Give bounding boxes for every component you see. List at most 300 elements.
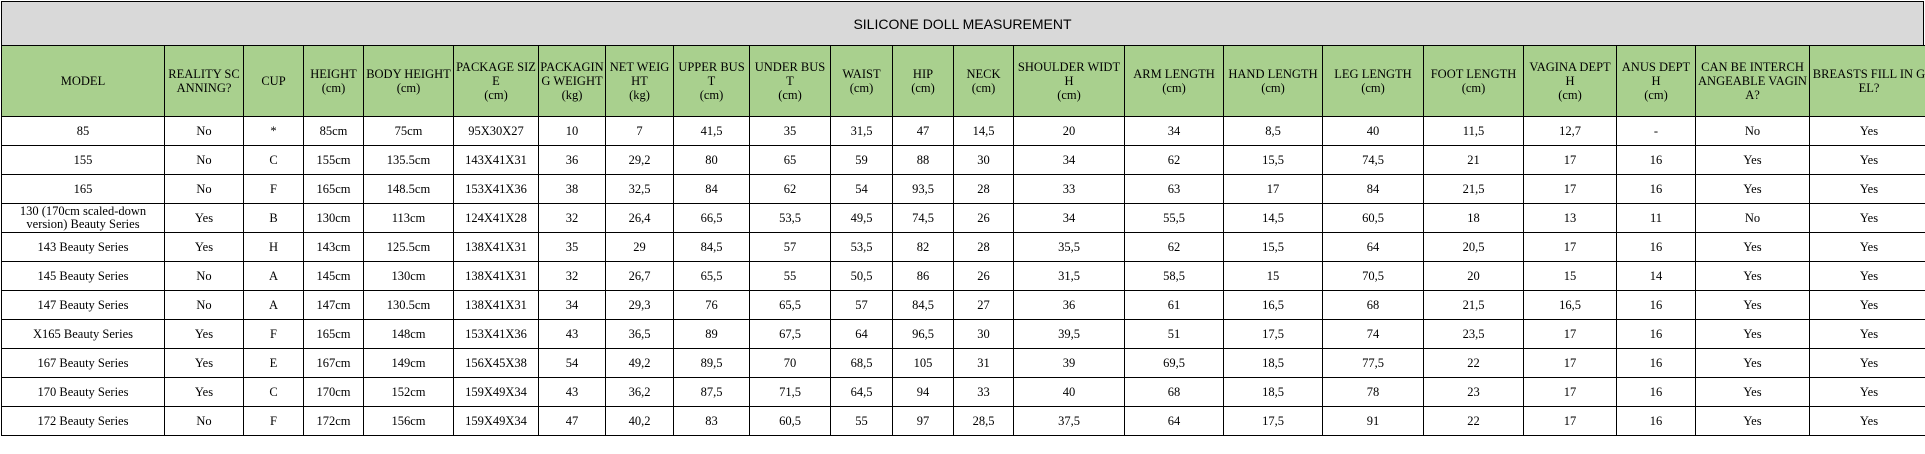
table-cell: 68 bbox=[1125, 378, 1224, 407]
table-row bbox=[2, 407, 1925, 436]
table-cell: 16 bbox=[1617, 320, 1696, 349]
column-header bbox=[539, 46, 606, 117]
table-cell: 17 bbox=[1224, 175, 1323, 204]
table-cell: 135.5cm bbox=[364, 146, 454, 175]
column-header-label: PACKAGE SIZE bbox=[456, 60, 536, 88]
table-cell: 148.5cm bbox=[364, 175, 454, 204]
table-cell: 88 bbox=[893, 146, 954, 175]
table-cell: 57 bbox=[831, 291, 893, 320]
table-cell: 155cm bbox=[304, 146, 364, 175]
column-header-unit: (cm) bbox=[849, 81, 874, 95]
table-cell: 55,5 bbox=[1125, 204, 1224, 233]
column-header-unit: (cm) bbox=[911, 81, 935, 95]
table-cell: Yes bbox=[1696, 349, 1810, 378]
table-cell: 15 bbox=[1524, 262, 1617, 291]
column-header-unit: (cm) bbox=[1361, 81, 1385, 95]
table-cell: 147 Beauty Series bbox=[2, 291, 165, 320]
table-cell: Yes bbox=[165, 233, 244, 262]
table-cell: 138X41X31 bbox=[454, 291, 539, 320]
column-header-unit: (cm) bbox=[396, 81, 421, 95]
table-cell: 130.5cm bbox=[364, 291, 454, 320]
table-cell: 70 bbox=[750, 349, 831, 378]
table-cell: 165 bbox=[2, 175, 165, 204]
table-cell: F bbox=[244, 320, 304, 349]
table-cell: 68 bbox=[1323, 291, 1424, 320]
table-cell: 16 bbox=[1617, 349, 1696, 378]
table-cell: 39 bbox=[1014, 349, 1125, 378]
table-cell: Yes bbox=[1810, 349, 1925, 378]
table-cell: 51 bbox=[1125, 320, 1224, 349]
table-cell: 84 bbox=[1323, 175, 1424, 204]
table-cell: 58,5 bbox=[1125, 262, 1224, 291]
table-cell: 172 Beauty Series bbox=[2, 407, 165, 436]
table-cell: 34 bbox=[1014, 204, 1125, 233]
column-header-unit: (cm) bbox=[484, 88, 508, 102]
table-cell: 71,5 bbox=[750, 378, 831, 407]
table-cell: 15,5 bbox=[1224, 233, 1323, 262]
column-header bbox=[831, 46, 893, 117]
column-header-label: ANUS DEPTH bbox=[1621, 60, 1691, 88]
table-cell: 18,5 bbox=[1224, 378, 1323, 407]
table-cell: 35 bbox=[750, 117, 831, 146]
table-cell: 74,5 bbox=[1323, 146, 1424, 175]
table-cell: 17 bbox=[1524, 175, 1617, 204]
column-header-unit: (cm) bbox=[1057, 88, 1081, 102]
column-header bbox=[606, 46, 674, 117]
table-cell: 75cm bbox=[364, 117, 454, 146]
table-cell: 8,5 bbox=[1224, 117, 1323, 146]
table-cell: Yes bbox=[1810, 146, 1925, 175]
table-cell: 159X49X34 bbox=[454, 378, 539, 407]
table-cell: 14 bbox=[1617, 262, 1696, 291]
table-cell: F bbox=[244, 407, 304, 436]
table-cell: 124X41X28 bbox=[454, 204, 539, 233]
table-cell: 34 bbox=[1125, 117, 1224, 146]
table-cell: 10 bbox=[539, 117, 606, 146]
table-cell: 15,5 bbox=[1224, 146, 1323, 175]
column-header bbox=[1323, 46, 1424, 117]
column-header-label: CUP bbox=[261, 74, 286, 88]
table-cell: 41,5 bbox=[674, 117, 750, 146]
table-cell: 47 bbox=[893, 117, 954, 146]
table-cell: 159X49X34 bbox=[454, 407, 539, 436]
table-cell: 30 bbox=[954, 320, 1014, 349]
column-header bbox=[1810, 46, 1925, 117]
table-cell: 57 bbox=[750, 233, 831, 262]
table-cell: 145cm bbox=[304, 262, 364, 291]
table-cell: 33 bbox=[1014, 175, 1125, 204]
table-cell: 21,5 bbox=[1424, 175, 1524, 204]
column-header bbox=[1014, 46, 1125, 117]
table-cell: 64,5 bbox=[831, 378, 893, 407]
table-cell: 35 bbox=[539, 233, 606, 262]
table-cell: 49,2 bbox=[606, 349, 674, 378]
table-cell: 43 bbox=[539, 378, 606, 407]
table-cell: 37,5 bbox=[1014, 407, 1125, 436]
table-cell: 40 bbox=[1014, 378, 1125, 407]
table-cell: 34 bbox=[539, 291, 606, 320]
measurement-table bbox=[1, 45, 1925, 436]
table-cell: 20 bbox=[1424, 262, 1524, 291]
table-cell: 38 bbox=[539, 175, 606, 204]
column-header bbox=[2, 46, 165, 117]
table-cell: 47 bbox=[539, 407, 606, 436]
table-cell: No bbox=[165, 291, 244, 320]
table-row bbox=[2, 233, 1925, 262]
column-header-unit: (cm) bbox=[1261, 81, 1285, 95]
table-cell: Yes bbox=[1810, 175, 1925, 204]
table-cell: 64 bbox=[1323, 233, 1424, 262]
table-cell: 152cm bbox=[364, 378, 454, 407]
table-cell: 68,5 bbox=[831, 349, 893, 378]
column-header-label: REALITY SCANNING? bbox=[168, 67, 240, 95]
table-cell: 87,5 bbox=[674, 378, 750, 407]
table-cell: 55 bbox=[831, 407, 893, 436]
table-cell: X165 Beauty Series bbox=[2, 320, 165, 349]
table-cell: 65 bbox=[750, 146, 831, 175]
table-cell: Yes bbox=[1696, 291, 1810, 320]
column-header-label: SHOULDER WIDTH bbox=[1017, 60, 1121, 88]
table-cell: 156cm bbox=[364, 407, 454, 436]
table-cell: 153X41X36 bbox=[454, 320, 539, 349]
table-cell: 14,5 bbox=[954, 117, 1014, 146]
table-cell: 11,5 bbox=[1424, 117, 1524, 146]
table-cell: 26,4 bbox=[606, 204, 674, 233]
table-cell: Yes bbox=[165, 378, 244, 407]
table-cell: 32,5 bbox=[606, 175, 674, 204]
table-cell: No bbox=[165, 146, 244, 175]
table-cell: H bbox=[244, 233, 304, 262]
table-cell: 74,5 bbox=[893, 204, 954, 233]
table-header-row bbox=[2, 46, 1925, 117]
table-cell: 85 bbox=[2, 117, 165, 146]
table-cell: C bbox=[244, 146, 304, 175]
table-cell: 130 (170cm scaled-down version) Beauty Series bbox=[2, 204, 165, 233]
table-cell: 40 bbox=[1323, 117, 1424, 146]
table-cell: 36 bbox=[539, 146, 606, 175]
column-header bbox=[304, 46, 364, 117]
table-cell: 16,5 bbox=[1224, 291, 1323, 320]
table-cell: 16 bbox=[1617, 407, 1696, 436]
table-cell: 17,5 bbox=[1224, 407, 1323, 436]
table-cell: 36,2 bbox=[606, 378, 674, 407]
table-cell: 26 bbox=[954, 204, 1014, 233]
table-cell: Yes bbox=[1696, 233, 1810, 262]
table-cell: 16 bbox=[1617, 291, 1696, 320]
column-header-label: FOOT LENGTH bbox=[1430, 67, 1517, 81]
table-row bbox=[2, 320, 1925, 349]
table-cell: 16 bbox=[1617, 146, 1696, 175]
table-cell: 21 bbox=[1424, 146, 1524, 175]
table-cell: 167cm bbox=[304, 349, 364, 378]
table-cell: 149cm bbox=[364, 349, 454, 378]
table-cell: 59 bbox=[831, 146, 893, 175]
column-header bbox=[1224, 46, 1323, 117]
column-header bbox=[1424, 46, 1524, 117]
table-cell: 130cm bbox=[304, 204, 364, 233]
table-cell: 28 bbox=[954, 175, 1014, 204]
table-cell: 89 bbox=[674, 320, 750, 349]
column-header bbox=[893, 46, 954, 117]
measurement-sheet bbox=[1, 1, 1924, 436]
table-row bbox=[2, 175, 1925, 204]
table-cell: 91 bbox=[1323, 407, 1424, 436]
column-header-label: HIP bbox=[912, 67, 934, 81]
column-header-label: BREASTS FILL IN GEL? bbox=[1812, 67, 1925, 95]
column-header bbox=[1524, 46, 1617, 117]
sheet-title: SILICONE DOLL MEASUREMENT bbox=[1, 1, 1924, 45]
table-cell: 54 bbox=[539, 349, 606, 378]
column-header-unit: (kg) bbox=[561, 88, 583, 102]
table-cell: 50,5 bbox=[831, 262, 893, 291]
table-cell: 67,5 bbox=[750, 320, 831, 349]
table-cell: 28,5 bbox=[954, 407, 1014, 436]
table-row bbox=[2, 262, 1925, 291]
table-row bbox=[2, 291, 1925, 320]
table-cell: 39,5 bbox=[1014, 320, 1125, 349]
table-cell: No bbox=[165, 175, 244, 204]
table-cell: 165cm bbox=[304, 175, 364, 204]
table-cell: No bbox=[1696, 117, 1810, 146]
table-cell: 62 bbox=[1125, 233, 1224, 262]
table-cell: 17 bbox=[1524, 146, 1617, 175]
table-cell: 23 bbox=[1424, 378, 1524, 407]
column-header-unit: (cm) bbox=[1644, 88, 1668, 102]
table-cell: 17 bbox=[1524, 407, 1617, 436]
table-cell: 143X41X31 bbox=[454, 146, 539, 175]
column-header-label: HEIGHT bbox=[310, 67, 357, 81]
table-row bbox=[2, 204, 1925, 233]
column-header bbox=[1125, 46, 1224, 117]
table-cell: Yes bbox=[165, 204, 244, 233]
column-header-label: MODEL bbox=[60, 74, 106, 88]
table-cell: 165cm bbox=[304, 320, 364, 349]
table-cell: B bbox=[244, 204, 304, 233]
table-cell: 30 bbox=[954, 146, 1014, 175]
table-cell: 33 bbox=[954, 378, 1014, 407]
table-cell: No bbox=[1696, 204, 1810, 233]
table-cell: 17,5 bbox=[1224, 320, 1323, 349]
column-header-label: WAIST bbox=[842, 67, 881, 81]
column-header bbox=[1696, 46, 1810, 117]
table-cell: 84 bbox=[674, 175, 750, 204]
table-cell: 40,2 bbox=[606, 407, 674, 436]
column-header-unit: (cm) bbox=[1558, 88, 1582, 102]
table-cell: 80 bbox=[674, 146, 750, 175]
table-cell: 16 bbox=[1617, 233, 1696, 262]
table-cell: 96,5 bbox=[893, 320, 954, 349]
table-cell: 29,2 bbox=[606, 146, 674, 175]
table-row bbox=[2, 349, 1925, 378]
table-cell: 17 bbox=[1524, 233, 1617, 262]
table-cell: - bbox=[1617, 117, 1696, 146]
column-header-unit: (cm) bbox=[1162, 81, 1186, 95]
table-cell: Yes bbox=[1810, 204, 1925, 233]
table-cell: 16,5 bbox=[1524, 291, 1617, 320]
column-header-label: UNDER BUST bbox=[754, 60, 826, 88]
table-cell: 34 bbox=[1014, 146, 1125, 175]
table-cell: 97 bbox=[893, 407, 954, 436]
table-cell: 64 bbox=[1125, 407, 1224, 436]
table-cell: 93,5 bbox=[893, 175, 954, 204]
table-cell: 170cm bbox=[304, 378, 364, 407]
column-header-label: BODY HEIGHT bbox=[366, 67, 451, 81]
table-cell: 16 bbox=[1617, 175, 1696, 204]
table-cell: 113cm bbox=[364, 204, 454, 233]
table-cell: 65,5 bbox=[674, 262, 750, 291]
column-header-unit: (cm) bbox=[971, 81, 996, 95]
table-cell: 17 bbox=[1524, 349, 1617, 378]
table-cell: 74 bbox=[1323, 320, 1424, 349]
table-cell: * bbox=[244, 117, 304, 146]
column-header-label: ARM LENGTH bbox=[1133, 67, 1215, 81]
column-header-label: CAN BE INTERCHANGEABLE VAGINA? bbox=[1698, 60, 1807, 102]
table-cell: 95X30X27 bbox=[454, 117, 539, 146]
column-header-unit: (cm) bbox=[1461, 81, 1486, 95]
table-cell: 20 bbox=[1014, 117, 1125, 146]
column-header bbox=[165, 46, 244, 117]
column-header bbox=[244, 46, 304, 117]
table-cell: 147cm bbox=[304, 291, 364, 320]
table-cell: 26 bbox=[954, 262, 1014, 291]
table-cell: Yes bbox=[1696, 407, 1810, 436]
table-cell: 76 bbox=[674, 291, 750, 320]
table-cell: 32 bbox=[539, 204, 606, 233]
table-cell: 18 bbox=[1424, 204, 1524, 233]
table-cell: 18,5 bbox=[1224, 349, 1323, 378]
table-cell: 15 bbox=[1224, 262, 1323, 291]
table-cell: 143cm bbox=[304, 233, 364, 262]
table-cell: 94 bbox=[893, 378, 954, 407]
table-cell: 49,5 bbox=[831, 204, 893, 233]
table-cell: 35,5 bbox=[1014, 233, 1125, 262]
table-cell: Yes bbox=[1810, 320, 1925, 349]
table-cell: Yes bbox=[1810, 378, 1925, 407]
table-cell: 31 bbox=[954, 349, 1014, 378]
table-cell: 172cm bbox=[304, 407, 364, 436]
table-cell: Yes bbox=[1810, 407, 1925, 436]
table-cell: 85cm bbox=[304, 117, 364, 146]
table-row bbox=[2, 117, 1925, 146]
table-body bbox=[2, 117, 1925, 436]
table-cell: 11 bbox=[1617, 204, 1696, 233]
table-cell: 14,5 bbox=[1224, 204, 1323, 233]
table-cell: 84,5 bbox=[893, 291, 954, 320]
column-header-label: NET WEIGHT bbox=[609, 60, 670, 88]
table-cell: 31,5 bbox=[1014, 262, 1125, 291]
table-cell: 28 bbox=[954, 233, 1014, 262]
table-cell: 62 bbox=[1125, 146, 1224, 175]
table-cell: 32 bbox=[539, 262, 606, 291]
table-cell: 84,5 bbox=[674, 233, 750, 262]
table-cell: 156X45X38 bbox=[454, 349, 539, 378]
table-cell: 77,5 bbox=[1323, 349, 1424, 378]
table-cell: 167 Beauty Series bbox=[2, 349, 165, 378]
table-cell: 26,7 bbox=[606, 262, 674, 291]
table-cell: 23,5 bbox=[1424, 320, 1524, 349]
column-header bbox=[750, 46, 831, 117]
column-header bbox=[1617, 46, 1696, 117]
column-header-unit: (cm) bbox=[699, 88, 724, 102]
table-cell: A bbox=[244, 291, 304, 320]
table-cell: 22 bbox=[1424, 407, 1524, 436]
table-cell: 60,5 bbox=[750, 407, 831, 436]
table-cell: 27 bbox=[954, 291, 1014, 320]
table-cell: 70,5 bbox=[1323, 262, 1424, 291]
table-cell: Yes bbox=[165, 349, 244, 378]
table-cell: 138X41X31 bbox=[454, 262, 539, 291]
table-cell: No bbox=[165, 117, 244, 146]
table-cell: 20,5 bbox=[1424, 233, 1524, 262]
table-cell: 16 bbox=[1617, 378, 1696, 407]
table-cell: 29,3 bbox=[606, 291, 674, 320]
table-cell: Yes bbox=[1696, 262, 1810, 291]
table-cell: 125.5cm bbox=[364, 233, 454, 262]
table-cell: 153X41X36 bbox=[454, 175, 539, 204]
table-cell: 36 bbox=[1014, 291, 1125, 320]
table-cell: 65,5 bbox=[750, 291, 831, 320]
table-cell: 61 bbox=[1125, 291, 1224, 320]
table-cell: 86 bbox=[893, 262, 954, 291]
table-cell: 105 bbox=[893, 349, 954, 378]
table-cell: 143 Beauty Series bbox=[2, 233, 165, 262]
table-cell: 60,5 bbox=[1323, 204, 1424, 233]
table-cell: No bbox=[165, 407, 244, 436]
table-cell: 17 bbox=[1524, 320, 1617, 349]
column-header-unit: (cm) bbox=[778, 88, 802, 102]
column-header-label: UPPER BUST bbox=[678, 60, 745, 88]
table-cell: 55 bbox=[750, 262, 831, 291]
column-header-unit: (cm) bbox=[321, 81, 346, 95]
table-cell: Yes bbox=[165, 320, 244, 349]
table-cell: 63 bbox=[1125, 175, 1224, 204]
column-header bbox=[364, 46, 454, 117]
table-cell: 82 bbox=[893, 233, 954, 262]
column-header-unit: (kg) bbox=[629, 88, 650, 102]
table-cell: 69,5 bbox=[1125, 349, 1224, 378]
table-cell: 17 bbox=[1524, 378, 1617, 407]
table-cell: 36,5 bbox=[606, 320, 674, 349]
table-cell: 145 Beauty Series bbox=[2, 262, 165, 291]
table-cell: E bbox=[244, 349, 304, 378]
table-cell: 22 bbox=[1424, 349, 1524, 378]
table-cell: 62 bbox=[750, 175, 831, 204]
table-row bbox=[2, 146, 1925, 175]
table-cell: A bbox=[244, 262, 304, 291]
table-cell: 138X41X31 bbox=[454, 233, 539, 262]
table-cell: 7 bbox=[606, 117, 674, 146]
table-cell: Yes bbox=[1810, 233, 1925, 262]
table-cell: 13 bbox=[1524, 204, 1617, 233]
table-cell: 53,5 bbox=[750, 204, 831, 233]
table-cell: 43 bbox=[539, 320, 606, 349]
column-header bbox=[674, 46, 750, 117]
table-cell: 78 bbox=[1323, 378, 1424, 407]
table-cell: No bbox=[165, 262, 244, 291]
table-cell: Yes bbox=[1696, 378, 1810, 407]
table-cell: 53,5 bbox=[831, 233, 893, 262]
column-header-label: VAGINA DEPTH bbox=[1529, 60, 1611, 88]
table-cell: C bbox=[244, 378, 304, 407]
table-cell: Yes bbox=[1696, 320, 1810, 349]
table-row bbox=[2, 378, 1925, 407]
table-cell: Yes bbox=[1810, 291, 1925, 320]
column-header-label: LEG LENGTH bbox=[1334, 67, 1412, 81]
table-cell: 12,7 bbox=[1524, 117, 1617, 146]
table-cell: 89,5 bbox=[674, 349, 750, 378]
table-cell: 66,5 bbox=[674, 204, 750, 233]
table-cell: Yes bbox=[1696, 175, 1810, 204]
